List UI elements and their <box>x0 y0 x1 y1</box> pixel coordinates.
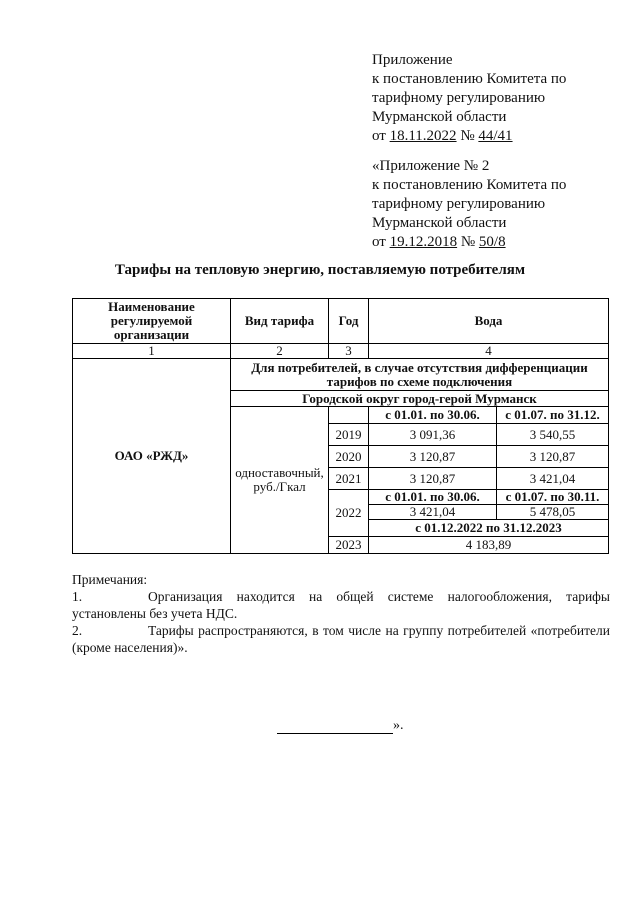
note-1-line-2: установлены без учета НДС. <box>72 606 238 621</box>
value-cell: 3 421,04 <box>497 468 609 490</box>
appendix-line: «Приложение № 2 <box>372 158 490 174</box>
value-cell: 3 120,87 <box>369 468 497 490</box>
period-label: с 01.01. по 30.06. <box>369 407 497 424</box>
note-number: 1. <box>72 589 83 604</box>
appendix-line: тарифному регулированию <box>372 90 546 106</box>
col-number: 1 <box>73 344 231 359</box>
year-cell: 2020 <box>329 446 369 468</box>
value-cell: 3 120,87 <box>369 446 497 468</box>
header-year: Год <box>329 299 369 344</box>
note-1-line-1 <box>72 588 610 606</box>
org-name: ОАО «РЖД» <box>73 359 231 554</box>
table-row <box>73 359 609 391</box>
resolution-number: 50/8 <box>478 234 506 250</box>
period-label: с 01.07. по 30.11. <box>497 490 609 505</box>
note-number: 2. <box>72 623 83 638</box>
header-water: Вода <box>369 299 609 344</box>
appendix-line: Мурманской области <box>372 109 507 125</box>
appendix-header <box>372 51 566 146</box>
resolution-number: 44/41 <box>478 128 513 144</box>
col-number: 3 <box>329 344 369 359</box>
value-cell: 3 120,87 <box>497 446 609 468</box>
value-cell: 3 091,36 <box>369 424 497 446</box>
col-number: 4 <box>369 344 609 359</box>
value-cell: 3 540,55 <box>497 424 609 446</box>
resolution-date: 18.11.2022 <box>389 128 457 144</box>
closing-quote: ». <box>393 718 404 733</box>
value-cell: 3 421,04 <box>369 505 497 520</box>
table-header-row <box>73 299 609 344</box>
note-2-line-1 <box>72 622 610 640</box>
year-cell: 2021 <box>329 468 369 490</box>
period-label: с 01.12.2022 по 31.12.2023 <box>369 520 609 537</box>
appendix-line: Мурманской области <box>372 215 507 231</box>
original-appendix-header <box>372 157 566 252</box>
period-label: с 01.01. по 30.06. <box>369 490 497 505</box>
appendix-line: к постановлению Комитета по <box>372 71 567 87</box>
period-label: с 01.07. по 31.12. <box>497 407 609 424</box>
appendix-line: Приложение <box>372 52 453 68</box>
notes-heading: Примечания: <box>72 572 148 587</box>
header-org: Наименование регулируемой организации <box>73 299 231 344</box>
header-tariff: Вид тарифа <box>231 299 329 344</box>
year-cell: 2019 <box>329 424 369 446</box>
appendix-date-line: от 18.11.2022 № 44/41 <box>372 128 513 144</box>
closing-line <box>277 718 404 734</box>
document-title: Тарифы на тепловую энергию, поставляемую потребителям <box>114 262 526 278</box>
note-2-line-2: (кроме населения)». <box>72 640 188 655</box>
district: Городской округ город-герой Мурманск <box>231 391 609 407</box>
note-text: Организация находится на общей системе налогообложения, тарифы <box>148 589 610 604</box>
note-text: Тарифы распространяются, в том числе на группу потребителей «потребители <box>148 623 610 638</box>
consumer-note: Для потребителей, в случае отсутствия дифференциации тарифов по схеме подключения <box>231 359 609 391</box>
year-cell: 2022 <box>329 490 369 537</box>
column-number-row <box>73 344 609 359</box>
appendix-line: тарифному регулированию <box>372 196 546 212</box>
year-cell: 2023 <box>329 537 369 554</box>
value-cell: 4 183,89 <box>369 537 609 554</box>
tariff-table <box>72 298 609 554</box>
col-number: 2 <box>231 344 329 359</box>
value-cell: 5 478,05 <box>497 505 609 520</box>
appendix-date-line: от 19.12.2018 № 50/8 <box>372 234 506 250</box>
resolution-date: 19.12.2018 <box>389 234 458 250</box>
signature-line <box>277 719 393 734</box>
tariff-type: одноставочный, руб./Гкал <box>231 407 329 554</box>
appendix-line: к постановлению Комитета по <box>372 177 567 193</box>
